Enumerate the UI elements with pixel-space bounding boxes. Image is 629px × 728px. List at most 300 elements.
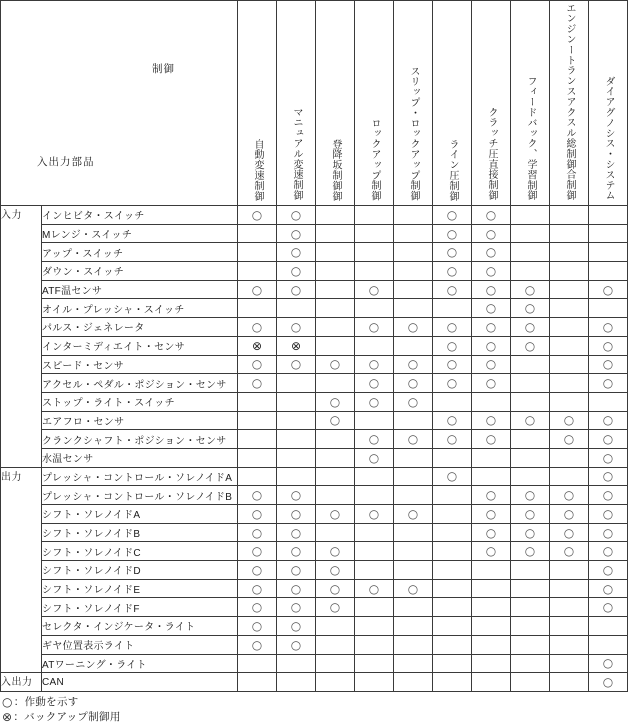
column-header-label: フィードバック、学習制御 xyxy=(525,76,536,201)
mark-empty xyxy=(238,448,277,467)
mark-operate-icon: ○ xyxy=(472,486,511,505)
mark-empty xyxy=(238,673,277,692)
mark-operate-icon: ○ xyxy=(277,542,316,561)
table-row xyxy=(1,448,628,467)
mark-empty xyxy=(355,542,394,561)
mark-empty xyxy=(355,243,394,262)
mark-empty xyxy=(277,374,316,393)
mark-operate-icon: ○ xyxy=(472,262,511,281)
mark-empty xyxy=(550,355,589,374)
mark-empty xyxy=(238,243,277,262)
legend-item-operation xyxy=(2,695,629,710)
component-name: ATワーニング・ライト xyxy=(42,654,238,673)
mark-empty xyxy=(472,579,511,598)
column-header xyxy=(589,1,628,206)
mark-operate-icon: ○ xyxy=(589,374,628,393)
mark-backup-icon: ⊗ xyxy=(277,336,316,355)
mark-empty xyxy=(550,561,589,580)
mark-operate-icon: ○ xyxy=(433,280,472,299)
mark-operate-icon: ○ xyxy=(316,579,355,598)
mark-empty xyxy=(277,467,316,486)
mark-operate-icon: ○ xyxy=(550,505,589,524)
mark-empty xyxy=(589,617,628,636)
legend-operation-text: ：作動を示す xyxy=(13,695,79,708)
mark-empty xyxy=(394,598,433,617)
mark-empty xyxy=(550,617,589,636)
mark-empty xyxy=(550,299,589,318)
component-name: シフト・ソレノイドE xyxy=(42,579,238,598)
mark-operate-icon: ○ xyxy=(277,224,316,243)
table-row xyxy=(1,654,628,673)
mark-empty xyxy=(394,411,433,430)
mark-empty xyxy=(433,505,472,524)
mark-empty xyxy=(394,224,433,243)
mark-empty xyxy=(550,243,589,262)
mark-operate-icon: ○ xyxy=(589,486,628,505)
mark-empty xyxy=(589,635,628,654)
mark-empty xyxy=(238,467,277,486)
mark-operate-icon: ○ xyxy=(277,617,316,636)
component-name: ダウン・スイッチ xyxy=(42,262,238,281)
mark-empty xyxy=(355,206,394,225)
mark-empty xyxy=(394,243,433,262)
component-name: プレッシャ・コントロール・ソレノイドB xyxy=(42,486,238,505)
mark-operate-icon: ○ xyxy=(394,318,433,337)
mark-operate-icon: ○ xyxy=(472,355,511,374)
mark-operate-icon: ○ xyxy=(394,392,433,411)
mark-operate-icon: ○ xyxy=(433,430,472,449)
mark-operate-icon: ○ xyxy=(589,523,628,542)
mark-operate-icon: ○ xyxy=(238,635,277,654)
mark-empty xyxy=(511,467,550,486)
table-row xyxy=(1,280,628,299)
mark-operate-icon: ○ xyxy=(316,505,355,524)
column-header xyxy=(355,1,394,206)
mark-operate-icon: ○ xyxy=(433,467,472,486)
mark-empty xyxy=(316,486,355,505)
mark-empty xyxy=(316,280,355,299)
mark-empty xyxy=(550,392,589,411)
mark-empty xyxy=(316,224,355,243)
mark-empty xyxy=(550,280,589,299)
mark-empty xyxy=(511,673,550,692)
mark-empty xyxy=(316,336,355,355)
mark-operate-icon: ○ xyxy=(433,243,472,262)
column-header xyxy=(238,1,277,206)
table-row xyxy=(1,430,628,449)
mark-empty xyxy=(316,523,355,542)
mark-empty xyxy=(355,486,394,505)
mark-operate-icon: ○ xyxy=(589,318,628,337)
mark-empty xyxy=(433,673,472,692)
mark-operate-icon: ○ xyxy=(511,411,550,430)
mark-operate-icon: ○ xyxy=(433,411,472,430)
corner-label-control: 制御 xyxy=(152,63,175,75)
component-name: プレッシャ・コントロール・ソレノイドA xyxy=(42,467,238,486)
mark-empty xyxy=(316,206,355,225)
mark-empty xyxy=(550,673,589,692)
mark-operate-icon: ○ xyxy=(589,336,628,355)
legend-item-backup xyxy=(2,710,629,725)
column-header xyxy=(277,1,316,206)
column-header-label: ライン圧制御 xyxy=(447,138,458,201)
mark-operate-icon: ○ xyxy=(433,224,472,243)
mark-operate-icon: ○ xyxy=(550,411,589,430)
mark-empty xyxy=(433,299,472,318)
mark-operate-icon: ○ xyxy=(472,299,511,318)
column-header xyxy=(511,1,550,206)
component-name: シフト・ソレノイドD xyxy=(42,561,238,580)
mark-empty xyxy=(511,561,550,580)
component-name: ギヤ位置表示ライト xyxy=(42,635,238,654)
mark-operate-icon: ○ xyxy=(394,430,433,449)
mark-empty xyxy=(394,206,433,225)
table-row xyxy=(1,486,628,505)
mark-operate-icon: ○ xyxy=(394,505,433,524)
mark-empty xyxy=(433,448,472,467)
mark-empty xyxy=(511,355,550,374)
column-header-label: エンジンートランスアクスル総制御合制御 xyxy=(564,3,575,201)
mark-empty xyxy=(355,411,394,430)
mark-operate-icon: ○ xyxy=(472,318,511,337)
mark-empty xyxy=(472,598,511,617)
mark-operate-icon: ○ xyxy=(316,598,355,617)
mark-operate-icon: ○ xyxy=(433,262,472,281)
mark-operate-icon: ○ xyxy=(277,318,316,337)
component-name: インヒビタ・スイッチ xyxy=(42,206,238,225)
mark-operate-icon: ○ xyxy=(238,505,277,524)
component-name: 水温センサ xyxy=(42,448,238,467)
mark-backup-icon: ⊗ xyxy=(238,336,277,355)
mark-empty xyxy=(238,224,277,243)
mark-operate-icon: ○ xyxy=(550,486,589,505)
table-row xyxy=(1,523,628,542)
table-row xyxy=(1,411,628,430)
mark-empty xyxy=(511,598,550,617)
table-row xyxy=(1,336,628,355)
table-row xyxy=(1,561,628,580)
component-name: スピード・センサ xyxy=(42,355,238,374)
mark-empty xyxy=(472,617,511,636)
mark-operate-icon: ○ xyxy=(472,374,511,393)
mark-empty xyxy=(277,430,316,449)
mark-operate-icon: ○ xyxy=(550,542,589,561)
mark-empty xyxy=(277,654,316,673)
component-name: エアフロ・センサ xyxy=(42,411,238,430)
mark-operate-icon: ○ xyxy=(589,505,628,524)
mark-operate-icon: ○ xyxy=(277,243,316,262)
column-header xyxy=(550,1,589,206)
column-header xyxy=(433,1,472,206)
mark-empty xyxy=(550,318,589,337)
mark-empty xyxy=(511,206,550,225)
component-name: シフト・ソレノイドA xyxy=(42,505,238,524)
mark-operate-icon: ○ xyxy=(277,280,316,299)
column-header xyxy=(316,1,355,206)
mark-operate-icon: ○ xyxy=(238,617,277,636)
component-name: オイル・プレッシャ・スイッチ xyxy=(42,299,238,318)
mark-operate-icon: ○ xyxy=(238,374,277,393)
mark-operate-icon: ○ xyxy=(550,430,589,449)
mark-empty xyxy=(316,262,355,281)
mark-operate-icon: ○ xyxy=(238,579,277,598)
mark-operate-icon: ○ xyxy=(238,542,277,561)
mark-empty xyxy=(316,673,355,692)
mark-operate-icon: ○ xyxy=(589,561,628,580)
table-row xyxy=(1,355,628,374)
mark-empty xyxy=(394,654,433,673)
corner-label-io-parts: 入出力部品 xyxy=(37,156,95,168)
mark-operate-icon: ○ xyxy=(316,542,355,561)
mark-empty xyxy=(238,392,277,411)
mark-empty xyxy=(433,579,472,598)
mark-empty xyxy=(472,448,511,467)
component-name: Mレンジ・スイッチ xyxy=(42,224,238,243)
table-row xyxy=(1,224,628,243)
component-name: ATF温センサ xyxy=(42,280,238,299)
component-name: パルス・ジェネレータ xyxy=(42,318,238,337)
legend-backup-text: ：バックアップ制御用 xyxy=(13,710,121,723)
mark-operate-icon: ○ xyxy=(511,523,550,542)
mark-empty xyxy=(589,299,628,318)
mark-operate-icon: ○ xyxy=(355,355,394,374)
mark-operate-icon: ○ xyxy=(589,673,628,692)
mark-operate-icon: ○ xyxy=(511,542,550,561)
component-name: クランクシャフト・ポジション・センサ xyxy=(42,430,238,449)
mark-operate-icon: ○ xyxy=(589,355,628,374)
mark-operate-icon: ○ xyxy=(238,355,277,374)
mark-empty xyxy=(394,635,433,654)
mark-empty xyxy=(277,411,316,430)
mark-operate-icon: ○ xyxy=(472,224,511,243)
mark-empty xyxy=(316,243,355,262)
mark-empty xyxy=(316,448,355,467)
mark-empty xyxy=(394,486,433,505)
column-header-label: マニュアル変速制御 xyxy=(291,107,302,201)
mark-empty xyxy=(238,411,277,430)
mark-empty xyxy=(316,635,355,654)
mark-empty xyxy=(550,635,589,654)
component-name: アクセル・ペダル・ポジション・センサ xyxy=(42,374,238,393)
mark-empty xyxy=(511,448,550,467)
mark-operate-icon: ○ xyxy=(511,318,550,337)
mark-operate-icon: ○ xyxy=(511,299,550,318)
column-header-label: スリップ・ロックアップ制御 xyxy=(408,65,419,201)
component-name: シフト・ソレノイドF xyxy=(42,598,238,617)
mark-operate-icon: ○ xyxy=(277,505,316,524)
mark-empty xyxy=(589,206,628,225)
mark-operate-icon: ○ xyxy=(238,598,277,617)
mark-empty xyxy=(394,561,433,580)
mark-empty xyxy=(511,430,550,449)
mark-operate-icon: ○ xyxy=(433,355,472,374)
mark-empty xyxy=(394,673,433,692)
mark-empty xyxy=(316,654,355,673)
mark-operate-icon: ○ xyxy=(394,355,433,374)
column-header xyxy=(394,1,433,206)
mark-empty xyxy=(550,448,589,467)
table-row xyxy=(1,243,628,262)
table-row xyxy=(1,617,628,636)
circle-operate-icon: ○ xyxy=(2,694,13,709)
mark-operate-icon: ○ xyxy=(355,392,394,411)
column-header-label: クラッチ圧直接制御 xyxy=(486,107,497,201)
mark-empty xyxy=(316,617,355,636)
mark-operate-icon: ○ xyxy=(355,430,394,449)
mark-empty xyxy=(511,579,550,598)
table-row xyxy=(1,505,628,524)
mark-empty xyxy=(472,392,511,411)
mark-operate-icon: ○ xyxy=(589,654,628,673)
mark-empty xyxy=(355,635,394,654)
mark-empty xyxy=(550,262,589,281)
mark-operate-icon: ○ xyxy=(511,486,550,505)
component-name: CAN xyxy=(42,673,238,692)
mark-operate-icon: ○ xyxy=(433,336,472,355)
mark-empty xyxy=(472,635,511,654)
mark-operate-icon: ○ xyxy=(277,486,316,505)
mark-operate-icon: ○ xyxy=(472,542,511,561)
column-header-label: ロックアップ制御 xyxy=(369,117,380,201)
mark-empty xyxy=(550,467,589,486)
mark-operate-icon: ○ xyxy=(589,411,628,430)
mark-empty xyxy=(355,262,394,281)
mark-operate-icon: ○ xyxy=(277,355,316,374)
mark-empty xyxy=(472,673,511,692)
mark-empty xyxy=(316,318,355,337)
mark-empty xyxy=(355,598,394,617)
mark-empty xyxy=(511,635,550,654)
mark-operate-icon: ○ xyxy=(589,280,628,299)
mark-empty xyxy=(472,654,511,673)
mark-operate-icon: ○ xyxy=(394,579,433,598)
mark-empty xyxy=(550,206,589,225)
mark-empty xyxy=(433,561,472,580)
mark-empty xyxy=(433,392,472,411)
mark-empty xyxy=(316,430,355,449)
mark-operate-icon: ○ xyxy=(355,318,394,337)
mark-operate-icon: ○ xyxy=(472,206,511,225)
mark-operate-icon: ○ xyxy=(472,411,511,430)
mark-empty xyxy=(394,280,433,299)
component-name: ストップ・ライト・スイッチ xyxy=(42,392,238,411)
mark-empty xyxy=(316,467,355,486)
mark-empty xyxy=(355,561,394,580)
circled-times-backup-icon: ⊗ xyxy=(2,709,13,724)
table-row xyxy=(1,673,628,692)
mark-operate-icon: ○ xyxy=(238,561,277,580)
corner-cell xyxy=(1,1,238,206)
mark-operate-icon: ○ xyxy=(277,598,316,617)
header-row xyxy=(1,1,628,206)
mark-empty xyxy=(394,262,433,281)
mark-empty xyxy=(511,374,550,393)
mark-operate-icon: ○ xyxy=(316,561,355,580)
mark-operate-icon: ○ xyxy=(238,523,277,542)
mark-operate-icon: ○ xyxy=(433,318,472,337)
mark-empty xyxy=(238,299,277,318)
column-header-label: ダイアグノシス・システム xyxy=(603,76,614,201)
mark-operate-icon: ○ xyxy=(511,280,550,299)
mark-operate-icon: ○ xyxy=(433,206,472,225)
mark-empty xyxy=(355,224,394,243)
mark-operate-icon: ○ xyxy=(238,280,277,299)
mark-operate-icon: ○ xyxy=(277,561,316,580)
mark-empty xyxy=(511,243,550,262)
mark-empty xyxy=(316,299,355,318)
mark-empty xyxy=(511,262,550,281)
mark-empty xyxy=(511,392,550,411)
mark-empty xyxy=(550,336,589,355)
table-row xyxy=(1,635,628,654)
column-header-label: 自動変速制御 xyxy=(252,138,263,201)
mark-operate-icon: ○ xyxy=(589,579,628,598)
mark-empty xyxy=(433,617,472,636)
mark-empty xyxy=(355,673,394,692)
mark-empty xyxy=(394,336,433,355)
table-row xyxy=(1,579,628,598)
mark-operate-icon: ○ xyxy=(589,598,628,617)
mark-empty xyxy=(550,224,589,243)
legend xyxy=(2,695,629,725)
mark-empty xyxy=(472,561,511,580)
mark-operate-icon: ○ xyxy=(550,523,589,542)
mark-operate-icon: ○ xyxy=(238,486,277,505)
table-row xyxy=(1,392,628,411)
mark-operate-icon: ○ xyxy=(433,374,472,393)
mark-empty xyxy=(433,523,472,542)
table-row xyxy=(1,598,628,617)
component-name: アップ・スイッチ xyxy=(42,243,238,262)
mark-operate-icon: ○ xyxy=(589,467,628,486)
mark-empty xyxy=(355,336,394,355)
mark-empty xyxy=(589,243,628,262)
mark-empty xyxy=(511,617,550,636)
mark-empty xyxy=(355,654,394,673)
mark-empty xyxy=(355,299,394,318)
section-label: 出力 xyxy=(1,467,42,673)
mark-empty xyxy=(550,579,589,598)
mark-operate-icon: ○ xyxy=(472,430,511,449)
component-name: シフト・ソレノイドB xyxy=(42,523,238,542)
mark-empty xyxy=(589,392,628,411)
mark-operate-icon: ○ xyxy=(316,392,355,411)
mark-empty xyxy=(394,542,433,561)
mark-empty xyxy=(355,467,394,486)
mark-empty xyxy=(433,598,472,617)
mark-empty xyxy=(316,374,355,393)
mark-empty xyxy=(394,299,433,318)
mark-operate-icon: ○ xyxy=(277,262,316,281)
mark-operate-icon: ○ xyxy=(472,523,511,542)
mark-empty xyxy=(277,448,316,467)
mark-operate-icon: ○ xyxy=(589,430,628,449)
table-row xyxy=(1,262,628,281)
table-row xyxy=(1,374,628,393)
mark-empty xyxy=(238,430,277,449)
mark-operate-icon: ○ xyxy=(355,448,394,467)
mark-operate-icon: ○ xyxy=(316,411,355,430)
mark-empty xyxy=(511,654,550,673)
mark-empty xyxy=(433,654,472,673)
mark-empty xyxy=(589,224,628,243)
mark-empty xyxy=(277,392,316,411)
table-row xyxy=(1,206,628,225)
mark-empty xyxy=(550,654,589,673)
mark-operate-icon: ○ xyxy=(355,374,394,393)
mark-operate-icon: ○ xyxy=(472,336,511,355)
mark-empty xyxy=(277,299,316,318)
